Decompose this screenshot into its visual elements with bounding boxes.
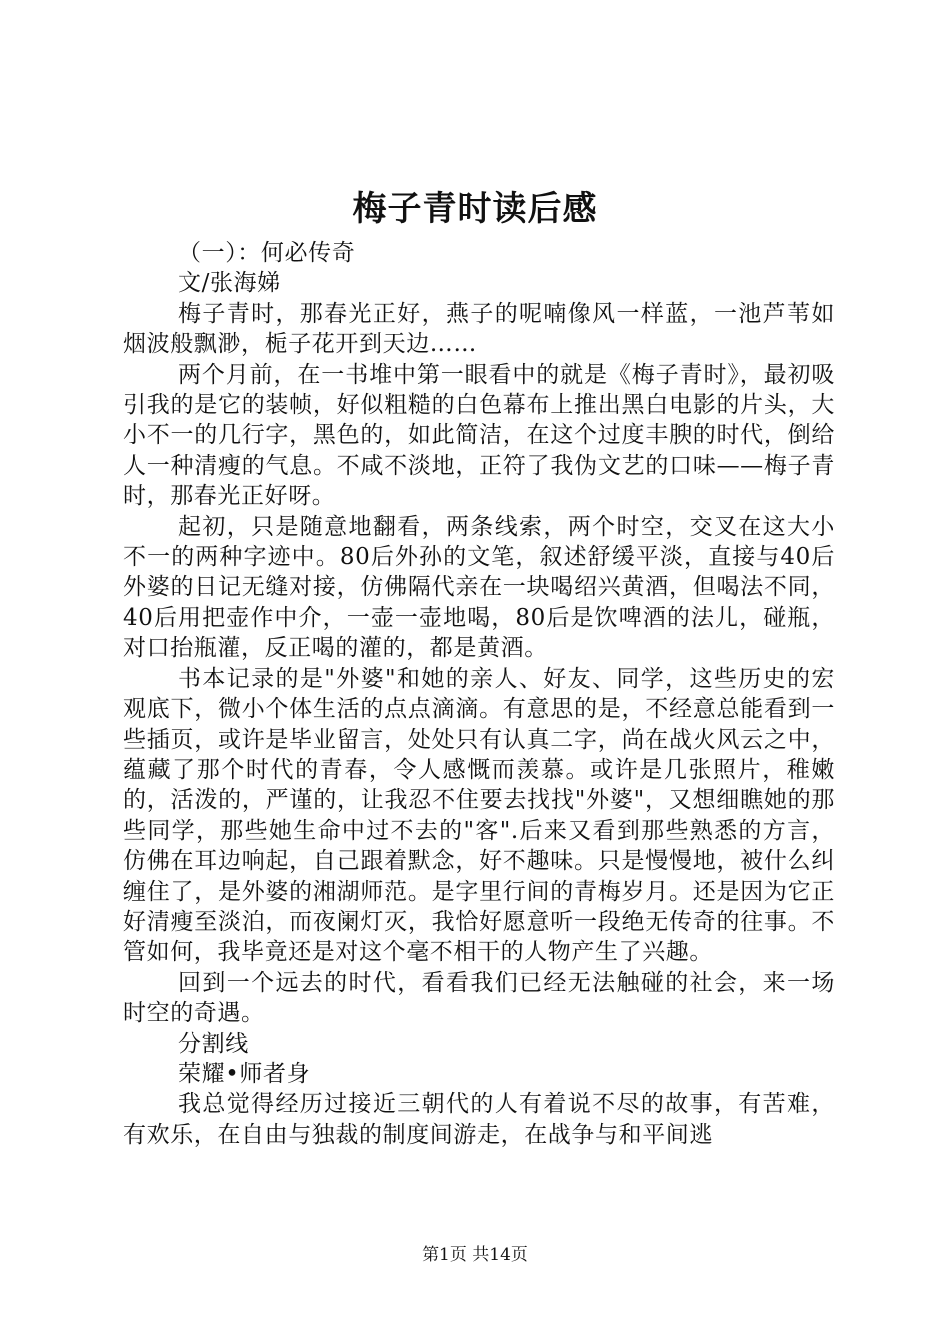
document-title: 梅子青时读后感 — [352, 189, 598, 229]
paragraph: 我总觉得经历过接近三朝代的人有着说不尽的故事，有苦难，有欢乐，在自由与独裁的制度间游走，在战争与和平间逃 — [123, 1091, 835, 1148]
paragraph: 两个月前，在一书堆中第一眼看中的就是《梅子青时》，最初吸引我的是它的装帧，好似粗糙的白色幕布上推出黑白电影的片头，大小不一的几行字，黑色的，如此简洁，在这个过度丰腴的时代，倒给人一种清瘦的气息。不咸不淡地，正符了我伪文艺的口味——梅子青时，那春光正好呀。 — [123, 361, 835, 510]
document-body — [123, 238, 835, 1150]
paragraph: 书本记录的是"外婆"和她的亲人、好友、同学，这些历史的宏观底下，微小个体生活的点点滴滴。有意思的是，不经意总能看到一些插页，或许是毕业留言，处处只有认真二字，尚在战火风云之中，蕴藏了那个时代的青春，令人感慨而羡慕。或许是几张照片，稚嫩的，活泼的，严谨的，让我忍不住要去找找"外婆"，又想细瞧她的那些同学，那些她生命中过不去的"客".后来又看到那些熟悉的方言，仿佛在耳边响起，自己跟着默念，好不趣味。只是慢慢地，被什么纠缠住了，是外婆的湘湖师范。是字里行间的青梅岁月。还是因为它正好清瘦至淡泊，而夜阑灯灭，我恰好愿意听一段绝无传奇的往事。不管如何，我毕竟还是对这个毫不相干的人物产生了兴趣。 — [123, 665, 835, 966]
paragraph: 起初，只是随意地翻看，两条线索，两个时空，交叉在这大小不一的两种字迹中。80后外孙的文笔，叙述舒缓平淡，直接与40后外婆的日记无缝对接，仿佛隔代亲在一块喝绍兴黄酒，但喝法不同，40后用把壶作中介，一壶一壶地喝，80后是饮啤酒的法儿，碰瓶，对口抬瓶灌，反正喝的灌的，都是黄酒。 — [123, 513, 835, 662]
paragraph-author: 文/张海娣 — [178, 270, 281, 297]
paragraph: 梅子青时，那春光正好，燕子的呢喃像风一样蓝，一池芦苇如烟波般飘渺，栀子花开到天边…… — [123, 300, 835, 358]
paragraph: 回到一个远去的时代，看看我们已经无法触碰的社会，来一场时空的奇遇。 — [123, 969, 835, 1027]
page-footer: 第1页 共14页 — [422, 1245, 528, 1265]
paragraph-subtitle: （一）：何必传奇 — [178, 240, 356, 266]
section-heading: 荣耀•师者身 — [178, 1060, 311, 1087]
section-divider-label: 分割线 — [178, 1030, 249, 1057]
